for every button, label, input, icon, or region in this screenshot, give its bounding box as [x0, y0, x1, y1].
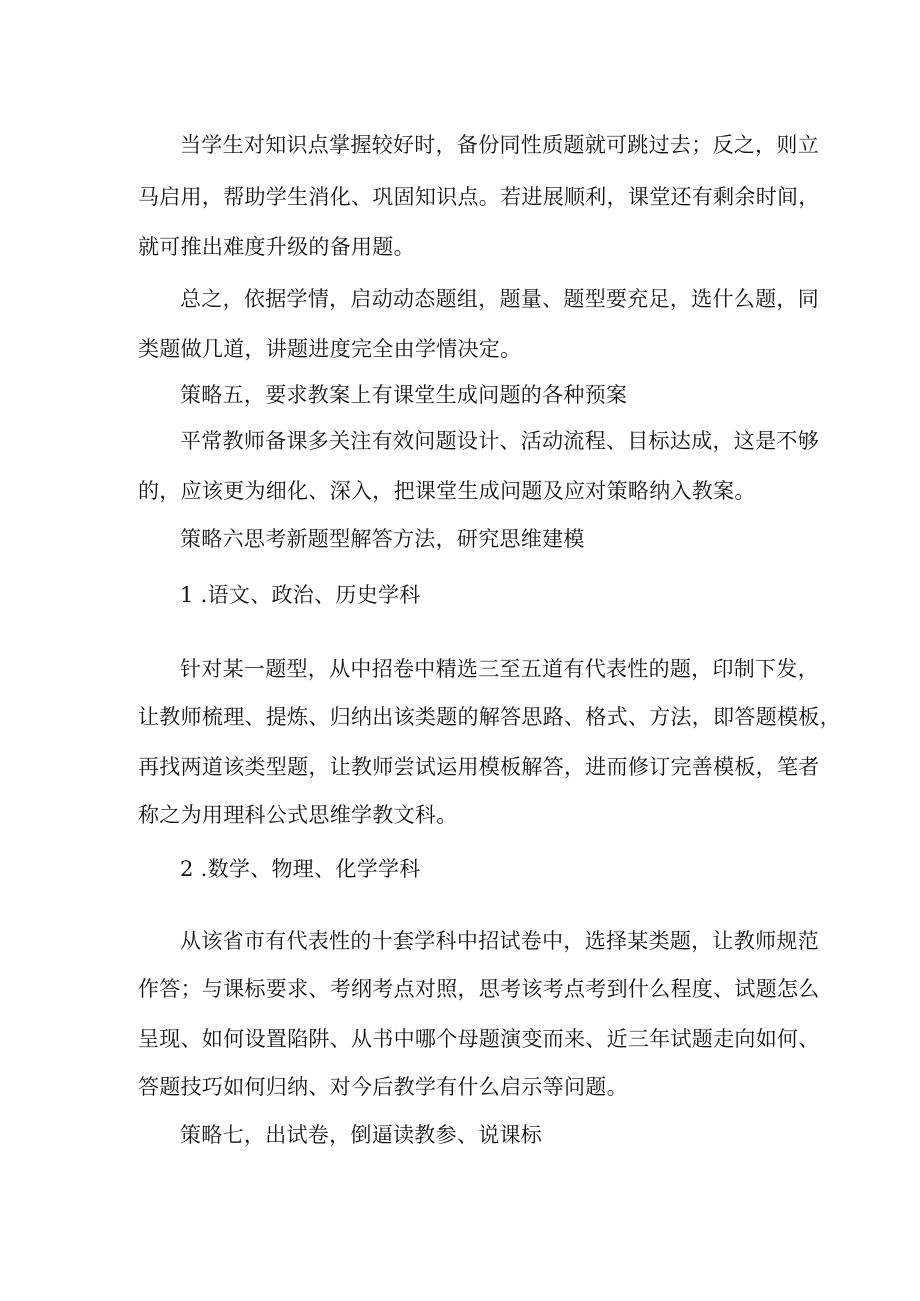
paragraph-line: 就可推出难度升级的备用题。 [138, 235, 415, 259]
paragraph-line: 让教师梳理、提炼、归纳出该类题的解答思路、格式、方法，即答题模板， [138, 705, 841, 729]
paragraph-line: 当学生对知识点掌握较好时，备份同性质题就可跳过去；反之，则立 [180, 133, 819, 157]
paragraph-line: 作答；与课标要求、考纲考点对照，思考该考点考到什么程度、试题怎么 [138, 977, 820, 1001]
subsection-heading: 2 .数学、物理、化学学科 [180, 857, 421, 881]
section-heading: 策略六思考新题型解答方法，研究思维建模 [180, 527, 585, 551]
subsection-heading: 1 .语文、政治、历史学科 [180, 583, 421, 607]
section-heading: 策略七，出试卷，倒逼读教参、说课标 [180, 1123, 543, 1147]
paragraph-line: 的，应该更为细化、深入，把课堂生成问题及应对策略纳入教案。 [138, 479, 756, 503]
paragraph-line: 称之为用理科公式思维学教文科。 [138, 803, 458, 827]
section-heading: 策略五，要求教案上有课堂生成问题的各种预案 [180, 383, 628, 407]
paragraph-line: 总之，依据学情，启动动态题组，题量、题型要充足，选什么题，同 [180, 287, 819, 311]
paragraph-line: 平常教师备课多关注有效问题设计、活动流程、目标达成，这是不够 [180, 429, 819, 453]
paragraph-line: 类题做几道，讲题进度完全由学情决定。 [138, 337, 522, 361]
paragraph-line: 从该省市有代表性的十套学科中招试卷中，选择某类题，让教师规范 [180, 929, 819, 953]
paragraph-line: 答题技巧如何归纳、对今后教学有什么启示等问题。 [138, 1075, 628, 1099]
paragraph-line: 马启用，帮助学生消化、巩固知识点。若进展顺利，课堂还有剩余时间， [138, 185, 820, 209]
paragraph-line: 呈现、如何设置陷阱、从书中哪个母题演变而来、近三年试题走向如何、 [138, 1027, 820, 1051]
paragraph-line: 针对某一题型，从中招卷中精选三至五道有代表性的题，印制下发， [180, 657, 819, 681]
paragraph-line: 再找两道该类型题，让教师尝试运用模板解答，进而修订完善模板，笔者 [138, 755, 820, 779]
